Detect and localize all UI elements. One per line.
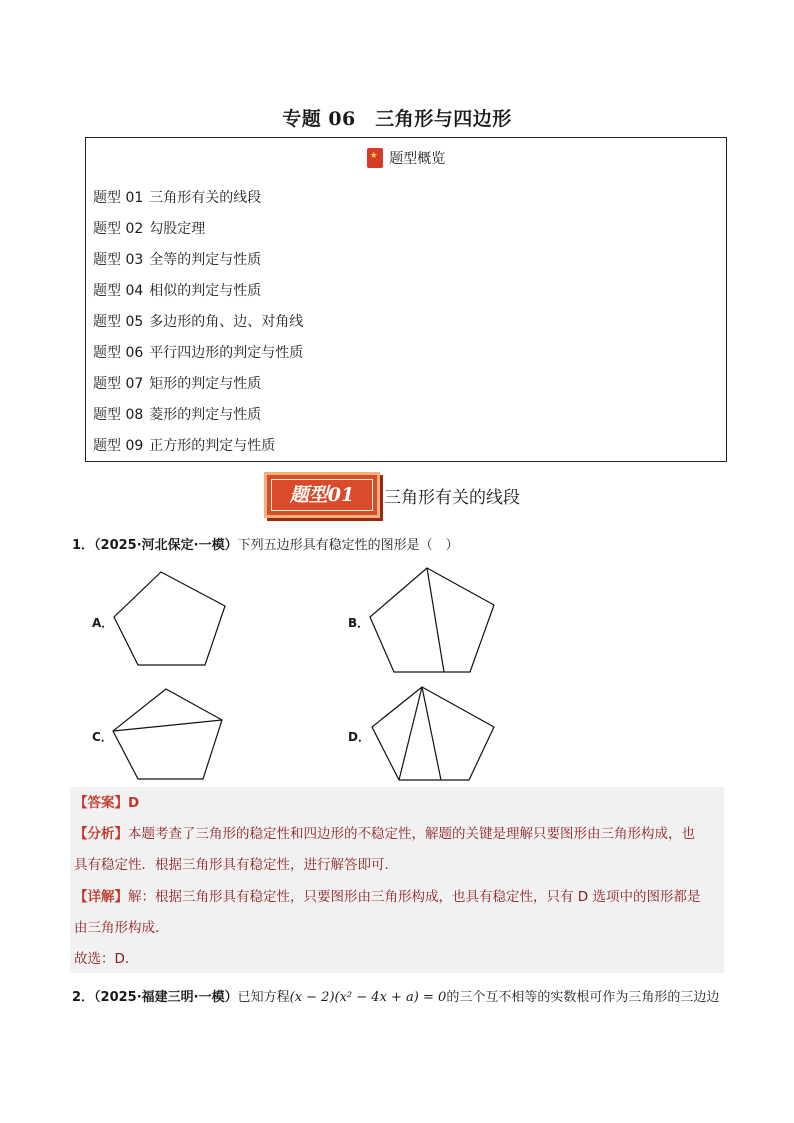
option-a-label[interactable]: A． <box>92 616 114 630</box>
section-badge-text: 题型01 <box>271 479 373 511</box>
answer-box <box>70 787 724 973</box>
page-title: 专题 06 三角形与四边形 <box>282 108 512 130</box>
detail-line-1: 【详解】解：根据三角形具有稳定性，只要图形由三角形构成，也具有稳定性，只有 D 选项中的图形都是 <box>74 889 701 905</box>
choice-line: 故选：D． <box>74 951 139 967</box>
analysis-line-2: 具有稳定性．根据三角形具有稳定性，进行解答即可． <box>74 857 398 873</box>
pentagon-d-outline <box>372 687 494 780</box>
question-1-stem: 1．（2025·河北保定·一模）下列五边形具有稳定性的图形是（ ） <box>72 538 459 553</box>
list-item[interactable]: 题型 05 多边形的角、边、对角线 <box>93 314 304 330</box>
list-item[interactable]: 题型 08 菱形的判定与性质 <box>93 407 262 423</box>
option-b-label[interactable]: B． <box>348 616 370 630</box>
list-item[interactable]: 题型 04 相似的判定与性质 <box>93 283 262 299</box>
list-item[interactable]: 题型 09 正方形的判定与性质 <box>93 438 276 454</box>
overview-heading: ★ 题型概览 <box>86 148 726 168</box>
option-d-label[interactable]: D． <box>348 730 370 744</box>
list-item[interactable]: 题型 07 矩形的判定与性质 <box>93 376 262 392</box>
question-2-stem: 2．（2025·福建三明·一模）已知方程(x − 2)(x² − 4x + a) = 0的三个互不相等的实数根可作为三角形的三边边 <box>72 990 720 1005</box>
section-title: 三角形有关的线段 <box>384 488 520 508</box>
list-item[interactable]: 题型 01 三角形有关的线段 <box>93 190 262 206</box>
list-item[interactable]: 题型 03 全等的判定与性质 <box>93 252 262 268</box>
list-item[interactable]: 题型 02 勾股定理 <box>93 221 206 237</box>
answer-line: 【答案】D <box>74 795 140 811</box>
analysis-line-1: 【分析】本题考查了三角形的稳定性和四边形的不稳定性，解题的关键是理解只要图形由三角形构成，也 <box>74 826 695 842</box>
option-c-label[interactable]: C． <box>92 730 113 744</box>
pentagon-d-diagonal-2 <box>422 687 441 780</box>
equation: (x − 2)(x² − 4x + a) = 0 <box>289 990 447 1005</box>
list-item[interactable]: 题型 06 平行四边形的判定与性质 <box>93 345 304 361</box>
detail-line-2: 由三角形构成． <box>74 920 169 936</box>
pentagon-d-diagonal-1 <box>399 687 422 780</box>
